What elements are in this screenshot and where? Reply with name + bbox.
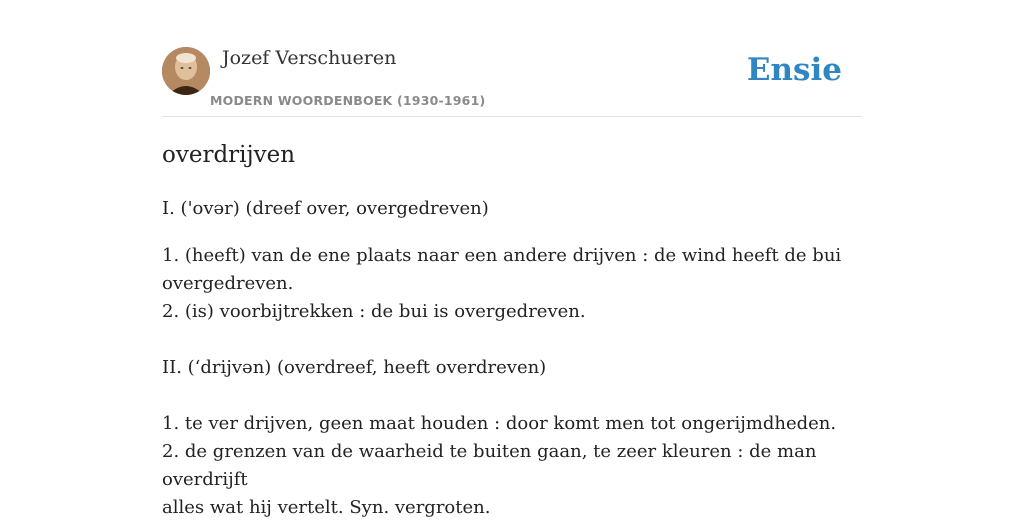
sense-2-definition-1: 1. te ver drijven, geen maat houden : door komt men tot ongerijmdheden. bbox=[162, 413, 837, 434]
sense-1-heading: I. ('ovər) (dreef over, overgedreven) bbox=[162, 198, 489, 219]
entry-body bbox=[162, 195, 862, 522]
spacer bbox=[162, 382, 862, 410]
sense-2-definition-2-line-2: alles wat hij vertelt. Syn. vergroten. bbox=[162, 497, 491, 518]
sense-1-definition-1-line-1: 1. (heeft) van de ene plaats naar een andere drijven : de wind heeft de bui bbox=[162, 245, 842, 266]
author-avatar[interactable] bbox=[162, 47, 210, 95]
spacer bbox=[162, 326, 862, 354]
sense-2-definition-2-line-1: 2. de grenzen van de waarheid te buiten gaan, te zeer kleuren : de man overdrijft bbox=[162, 441, 817, 490]
sense-1-definition-2: 2. (is) voorbijtrekken : de bui is overgedreven. bbox=[162, 301, 586, 322]
entry-term: overdrijven bbox=[162, 142, 296, 168]
sense-1-definition-1-line-2: overgedreven. bbox=[162, 273, 294, 294]
portrait-icon bbox=[162, 47, 210, 95]
page bbox=[162, 0, 862, 518]
author-name[interactable]: Jozef Verschueren bbox=[222, 47, 397, 69]
spacer bbox=[162, 223, 862, 242]
ensie-logo[interactable]: Ensie bbox=[746, 52, 842, 88]
source-title[interactable]: MODERN WOORDENBOEK (1930-1961) bbox=[210, 93, 486, 108]
sense-2-heading: II. (ʻdrijvən) (overdreef, heeft overdreven) bbox=[162, 357, 547, 378]
header bbox=[162, 0, 862, 117]
